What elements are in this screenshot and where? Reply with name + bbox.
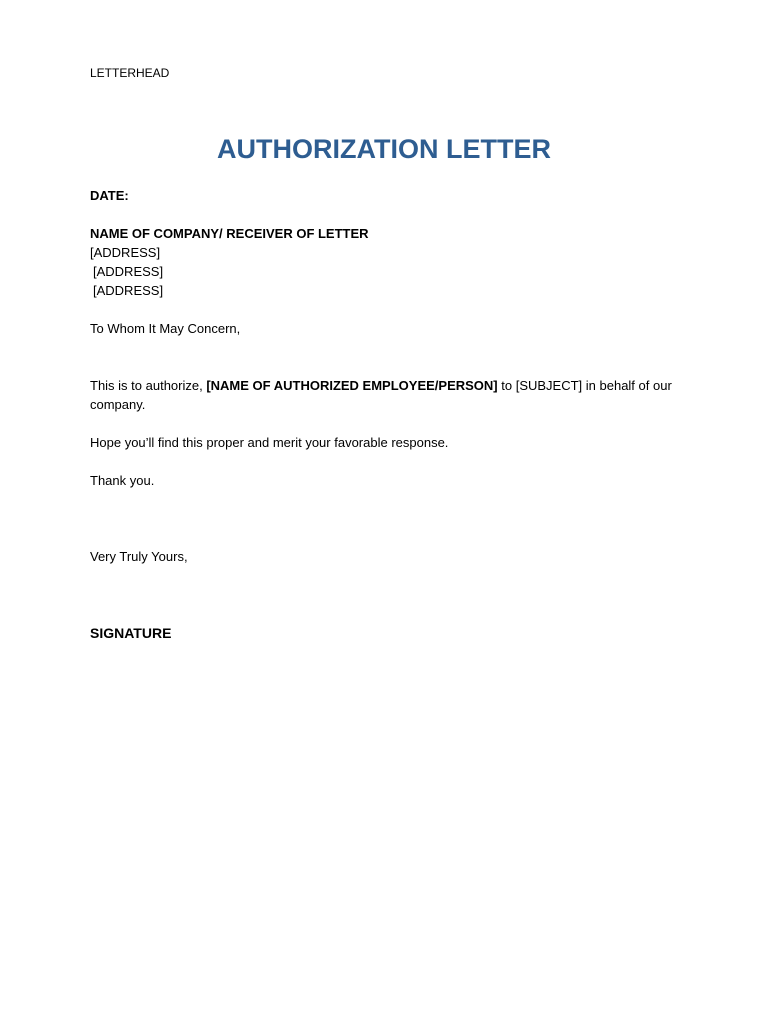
signature-label: SIGNATURE bbox=[90, 625, 172, 641]
body-paragraph-1 bbox=[90, 376, 672, 395]
address-line-3: [ADDRESS] bbox=[93, 283, 164, 298]
closing-line: Very Truly Yours, bbox=[90, 549, 188, 564]
thanks-line: Thank you. bbox=[90, 473, 155, 488]
authorize-suffix: to [SUBJECT] in behalf of our bbox=[497, 378, 672, 393]
authorize-prefix: This is to authorize, bbox=[90, 378, 207, 393]
body-paragraph-2: Hope you’ll find this proper and merit your favorable response. bbox=[90, 435, 449, 450]
salutation: To Whom It May Concern, bbox=[90, 321, 241, 336]
date-label: DATE: bbox=[90, 188, 129, 203]
letterhead: LETTERHEAD bbox=[90, 66, 170, 80]
recipient-name: NAME OF COMPANY/ RECEIVER OF LETTER bbox=[90, 226, 369, 241]
authorized-person: [NAME OF AUTHORIZED EMPLOYEE/PERSON] bbox=[206, 378, 498, 393]
letter-title: AUTHORIZATION LETTER bbox=[217, 134, 551, 164]
body-paragraph-1-continuation: company. bbox=[90, 397, 146, 412]
address-line-2: [ADDRESS] bbox=[93, 264, 164, 279]
address-line-1: [ADDRESS] bbox=[90, 245, 161, 260]
